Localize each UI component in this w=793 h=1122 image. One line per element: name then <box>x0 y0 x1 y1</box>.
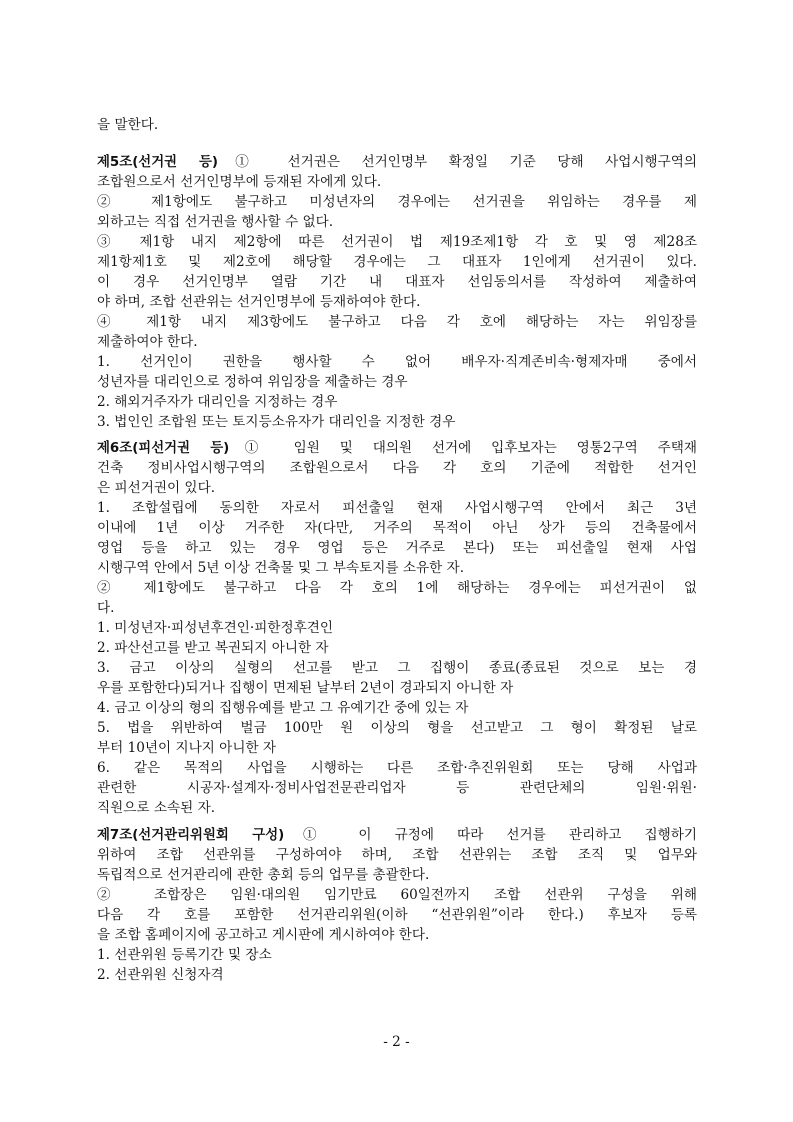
line-text: 5. 법을 위반하여 벌금 100만 원 이상의 형을 선고받고 그 형이 확정된 날로 <box>97 720 697 736</box>
article-first-line <box>97 152 697 172</box>
text-line <box>97 518 697 538</box>
text-line <box>97 905 697 925</box>
text-line <box>97 478 697 498</box>
text-line <box>97 778 697 798</box>
line-text: 다음 각 호를 포함한 선거관리위원(이하 “선관위원”이라 한다.) 후보자 등록 <box>97 907 697 923</box>
line-text: 이내에 1년 이상 거주한 자(다만, 거주의 목적이 아닌 상가 등의 건축물에서 <box>97 520 697 536</box>
text-line <box>97 458 697 478</box>
text-line <box>97 312 697 332</box>
text-line <box>97 352 697 372</box>
line-text: 우를 포함한다)되거나 집행이 면제된 날부터 2년이 경과되지 아니한 자 <box>97 680 514 696</box>
text-line <box>97 272 697 292</box>
article-first-line <box>97 825 697 845</box>
line-text: 건축 정비사업시행구역의 조합원으로서 다음 각 호의 기준에 적합한 선거인 <box>97 460 697 476</box>
line-text: 1. 조합설립에 동의한 자로서 피선출일 현재 사업시행구역 안에서 최근 3년 <box>97 500 697 516</box>
line-text: 2. 해외거주자가 대리인을 지정하는 경우 <box>97 394 338 410</box>
article-heading: 제7조(선거관리위원회 구성) <box>97 828 285 843</box>
line-text: ① 임원 및 대의원 선거에 입후보자는 영통2구역 주택재 <box>229 440 697 456</box>
text-line <box>97 212 697 232</box>
line-text: 위하여 조합 선관위를 구성하여야 하며, 조합 선관위는 조합 조직 및 업무와 <box>97 847 697 863</box>
line-text: 4. 금고 이상의 형의 집행유예를 받고 그 유예기간 중에 있는 자 <box>97 700 469 716</box>
text-line <box>97 678 697 698</box>
line-text: 영업 등을 하고 있는 경우 영업 등은 거주로 본다) 또는 피선출일 현재 사업 <box>97 540 697 556</box>
text-line <box>97 698 697 718</box>
line-text: 야 하며, 조합 선관위는 선거인명부에 등재하여야 한다. <box>97 294 421 310</box>
text-line <box>97 578 697 598</box>
text-line <box>97 292 697 312</box>
text-line <box>97 865 697 885</box>
line-text: ③ 제1항 내지 제2항에 따른 선거권이 법 제19조제1항 각 호 및 영 제28조 <box>97 234 697 250</box>
text-line <box>97 658 697 678</box>
line-text: 3. 법인인 조합원 또는 토지등소유자가 대리인을 지정한 경우 <box>97 414 456 430</box>
text-line <box>97 538 697 558</box>
text-line <box>97 598 697 618</box>
text-line <box>97 372 697 392</box>
line-text: 2. 파산선고를 받고 복권되지 아니한 자 <box>97 640 329 656</box>
line-text: 제출하여야 한다. <box>97 334 198 350</box>
line-text: 2. 선관위원 신청자격 <box>97 967 224 983</box>
text-line <box>97 798 697 818</box>
line-text: ② 제1항에도 불구하고 미성년자의 경우에는 선거권을 위임하는 경우를 제 <box>97 194 697 210</box>
line-text: 시행구역 안에서 5년 이상 건축물 및 그 부속토지를 소유한 자. <box>97 560 465 576</box>
text-line <box>97 638 697 658</box>
text-line <box>97 332 697 352</box>
text-line <box>97 498 697 518</box>
text-line <box>97 718 697 738</box>
text-line <box>97 758 697 778</box>
line-text: 3. 금고 이상의 실형의 선고를 받고 그 집행이 종료(종료된 것으로 보는 경 <box>97 660 697 676</box>
line-text: ① 선거권은 선거인명부 확정일 기준 당해 사업시행구역의 <box>218 154 697 170</box>
article-first-line <box>97 438 697 458</box>
line-text: 이 경우 선거인명부 열람 기간 내 대표자 선임동의서를 작성하여 제출하여 <box>97 274 697 290</box>
article-heading: 제5조(선거권 등) <box>97 155 219 170</box>
text-line <box>97 925 697 945</box>
text-line <box>97 945 697 965</box>
line-text: 직원으로 소속된 자. <box>97 800 216 816</box>
line-text: 6. 같은 목적의 사업을 시행하는 다른 조합·추진위원회 또는 당해 사업과 <box>97 760 697 776</box>
line-text: ② 제1항에도 불구하고 다음 각 호의 1에 해당하는 경우에는 피선거권이 없 <box>97 580 697 596</box>
line-text: 외하고는 직접 선거권을 행사할 수 없다. <box>97 214 334 230</box>
text-line <box>97 232 697 252</box>
line-text: 조합원으로서 선거인명부에 등재된 자에게 있다. <box>97 174 382 190</box>
page-number: - 2 - <box>383 1034 410 1050</box>
line-text: 다. <box>97 600 115 616</box>
text-line <box>97 558 697 578</box>
text-line <box>97 172 697 192</box>
text-line <box>97 252 697 272</box>
line-text: 1. 선거인이 권한을 행사할 수 없어 배우자·직계존비속·형제자매 중에서 <box>97 354 697 370</box>
line-text: 1. 선관위원 등록기간 및 장소 <box>97 947 272 963</box>
text-line <box>97 412 697 432</box>
line-text: 부터 10년이 지나지 아니한 자 <box>97 740 277 756</box>
text-line <box>97 885 697 905</box>
text-line <box>97 845 697 865</box>
line-text: 을 조합 홈페이지에 공고하고 게시판에 게시하여야 한다. <box>97 927 430 943</box>
line-text: 관련한 시공자·설계자·정비사업전문관리업자 등 관련단체의 임원·위원· <box>97 780 697 796</box>
line-text: 1. 미성년자·피성년후견인·피한정후견인 <box>97 620 334 636</box>
line-text: 제1항제1호 및 제2호에 해당할 경우에는 그 대표자 1인에게 선거권이 있다. <box>97 254 697 270</box>
line-text: 독립적으로 선거관리에 관한 총회 등의 업무를 총괄한다. <box>97 867 430 883</box>
line-text: 은 피선거권이 있다. <box>97 480 216 496</box>
line-text: 을 말한다. <box>97 117 159 133</box>
text-line <box>97 115 697 135</box>
article-heading: 제6조(피선거권 등) <box>97 441 230 456</box>
text-line <box>97 618 697 638</box>
text-line <box>97 738 697 758</box>
line-text: ① 이 규정에 따라 선거를 관리하고 집행하기 <box>284 827 697 843</box>
line-text: ④ 제1항 내지 제3항에도 불구하고 다음 각 호에 해당하는 자는 위임장를 <box>97 314 697 330</box>
text-line <box>97 392 697 412</box>
line-text: 성년자를 대리인으로 정하여 위임장을 제출하는 경우 <box>97 374 408 390</box>
text-line <box>97 965 697 985</box>
text-line <box>97 192 697 212</box>
line-text: ② 조합장은 임원·대의원 임기만료 60일전까지 조합 선관위 구성을 위해 <box>97 887 697 903</box>
